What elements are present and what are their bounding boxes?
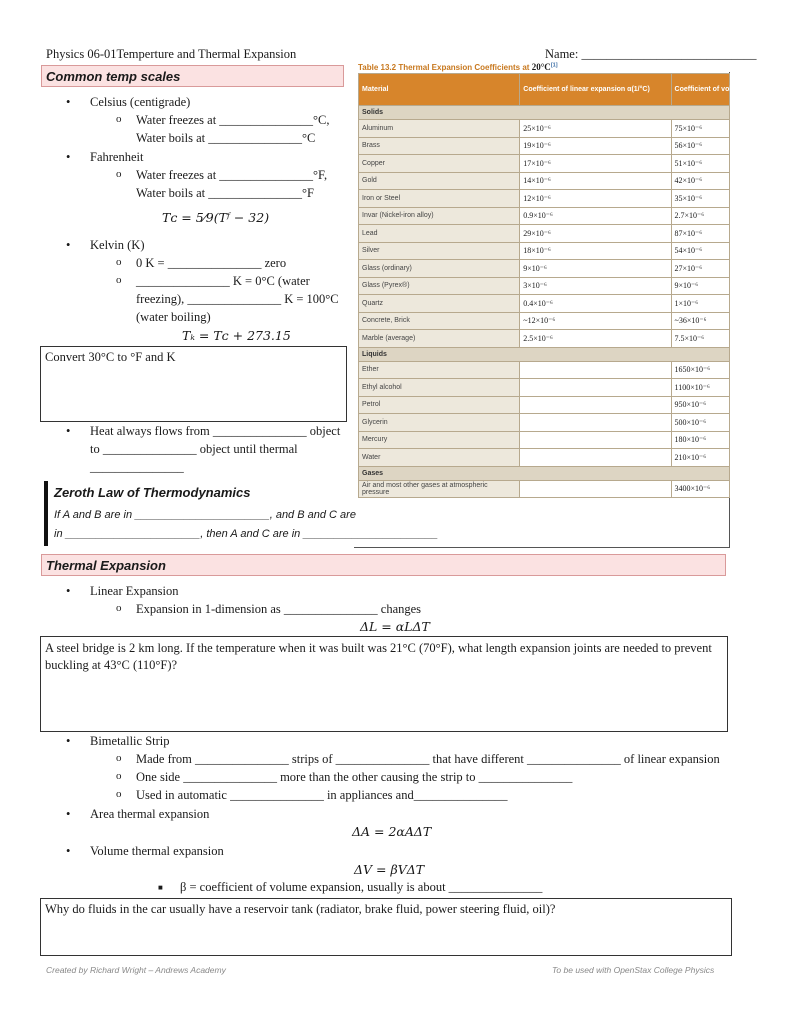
table-row [359, 361, 730, 379]
volume-coef-cell: 51×10⁻⁶ [671, 155, 729, 173]
fahr-freeze: o Water freezes at _______________°F, [136, 168, 327, 183]
bullet-fahrenheit: • Fahrenheit [90, 150, 143, 165]
table-row [359, 449, 730, 467]
header-volume: Coefficient of volume expansion β(1/°C) [671, 74, 729, 106]
material-cell: Glass (Pyrex®) [359, 277, 520, 295]
table-row [359, 330, 730, 348]
linear-coef-cell: 14×10⁻⁶ [520, 172, 671, 190]
group-liquids [359, 347, 730, 361]
group-gases [359, 466, 730, 480]
kelvin-water-2: freezing), _______________ K = 100°C [136, 292, 339, 306]
volume-coef-cell: 9×10⁻⁶ [671, 277, 729, 295]
table-row [359, 225, 730, 243]
table-row [359, 190, 730, 208]
volume-coef-cell: 7.5×10⁻⁶ [671, 330, 729, 348]
heat-flow-line-2: to _______________ object until thermal [90, 442, 298, 456]
material-cell: Petrol [359, 396, 520, 414]
zeroth-line-2: in ______________________, then A and C are in ______________________ [54, 528, 438, 540]
bullet-volume: • Volume thermal expansion [90, 844, 224, 859]
bullet-bimetallic: • Bimetallic Strip [90, 734, 170, 749]
linear-coef-cell [520, 431, 671, 449]
linear-coef-cell [520, 361, 671, 379]
kelvin-water-1: o _______________ K = 0°C (water [136, 274, 310, 289]
table-row [359, 207, 730, 225]
bimetal-line-1: o Made from _______________ strips of _______________ that have different _______________ of linear expansion [136, 752, 720, 767]
celsius-freeze: o Water freezes at _______________°C, [136, 113, 330, 128]
table-row [359, 260, 730, 278]
celsius-boil: Water boils at _______________°C [136, 131, 316, 145]
material-cell: Marble (average) [359, 330, 520, 348]
material-cell: Glass (ordinary) [359, 260, 520, 278]
linear-coef-cell: 0.9×10⁻⁶ [520, 207, 671, 225]
linear-coef-cell [520, 396, 671, 414]
material-cell: Air and most other gases at atmospheric pressure [359, 480, 520, 498]
volume-coef-cell: 3400×10⁻⁶ [671, 480, 729, 498]
linear-coef-cell: 29×10⁻⁶ [520, 225, 671, 243]
volume-coef-cell: 87×10⁻⁶ [671, 225, 729, 243]
volume-coef-cell: 180×10⁻⁶ [671, 431, 729, 449]
header-linear: Coefficient of linear expansion α(1/°C) [520, 74, 671, 106]
material-cell: Invar (Nickel-iron alloy) [359, 207, 520, 225]
equation-area: ΔA = 2αAΔT [352, 824, 432, 839]
linear-coef-cell [520, 414, 671, 432]
material-cell: Iron or Steel [359, 190, 520, 208]
volume-coef-cell: 1×10⁻⁶ [671, 295, 729, 313]
equation-celsius: Tᴄ = 5⁄9(Tᶠ − 32) [162, 210, 270, 225]
material-cell: Mercury [359, 431, 520, 449]
header-material: Material [359, 74, 520, 106]
table-row [359, 155, 730, 173]
linear-coef-cell [520, 449, 671, 467]
linear-coef-cell: 12×10⁻⁶ [520, 190, 671, 208]
table-title: Table 13.2 Thermal Expansion Coefficients at 20°C[1] [358, 62, 558, 72]
volume-coef-cell: 75×10⁻⁶ [671, 120, 729, 138]
zeroth-accent-bar [44, 481, 48, 546]
material-cell: Lead [359, 225, 520, 243]
footer-credit: Created by Richard Wright – Andrews Academy [46, 965, 226, 975]
table-row [359, 480, 730, 498]
table-row [359, 295, 730, 313]
linear-coef-cell: 17×10⁻⁶ [520, 155, 671, 173]
material-cell: Water [359, 449, 520, 467]
group-gases-label: Gases [359, 466, 730, 480]
bridge-question-box[interactable] [40, 636, 728, 732]
thermal-expansion-table [358, 73, 807, 498]
material-cell: Gold [359, 172, 520, 190]
heat-flow-line-1: • Heat always flows from _______________ object [90, 424, 340, 439]
fluids-question: Why do fluids in the car usually have a reservoir tank (radiator, brake fluid, power steering fluid, oil)? [45, 902, 556, 916]
volume-coef-cell: 1100×10⁻⁶ [671, 379, 729, 397]
volume-coef-cell: 210×10⁻⁶ [671, 449, 729, 467]
zeroth-heading: Zeroth Law of Thermodynamics [54, 485, 251, 500]
table-row [359, 312, 730, 330]
heat-flow-line-3: _______________ [90, 460, 184, 474]
linear-coef-cell: 9×10⁻⁶ [520, 260, 671, 278]
linear-coef-cell: 25×10⁻⁶ [520, 120, 671, 138]
bridge-question: A steel bridge is 2 km long. If the temperature when it was built was 21°C (70°F), what length expansion joints are needed to prevent buckling at 43°C (110°F)? [45, 641, 712, 672]
table-row [359, 414, 730, 432]
material-cell: Concrete, Brick [359, 312, 520, 330]
bimetal-line-3: o Used in automatic _______________ in appliances and_______________ [136, 788, 507, 803]
table-row [359, 431, 730, 449]
table-header-row [359, 74, 730, 106]
section-heading-temp-scales: Common temp scales [41, 65, 344, 87]
volume-coef-cell: 54×10⁻⁶ [671, 242, 729, 260]
zeroth-line-1: If A and B are in ______________________, and B and C are [54, 509, 356, 521]
bullet-celsius: • Celsius (centigrade) [90, 95, 190, 110]
table-row [359, 172, 730, 190]
page-title: Physics 06-01Temperture and Thermal Expansion [46, 47, 297, 61]
volume-coef-cell: 950×10⁻⁶ [671, 396, 729, 414]
table-row [359, 277, 730, 295]
equation-linear: ΔL = αLΔT [360, 619, 430, 634]
material-cell: Aluminum [359, 120, 520, 138]
convert-question: Convert 30°C to °F and K [45, 350, 176, 364]
name-field-label: Name: ____________________________ [545, 47, 757, 61]
group-solids-label: Solids [359, 106, 730, 120]
fahr-boil: Water boils at _______________°F [136, 186, 314, 200]
linear-coef-cell: ~12×10⁻⁶ [520, 312, 671, 330]
volume-coef-cell: 35×10⁻⁶ [671, 190, 729, 208]
material-cell: Glycerin [359, 414, 520, 432]
table-row [359, 396, 730, 414]
group-liquids-label: Liquids [359, 347, 730, 361]
table-row [359, 379, 730, 397]
bullet-area: • Area thermal expansion [90, 807, 209, 822]
section-heading-thermal-expansion: Thermal Expansion [41, 554, 726, 576]
beta-note: ■ β = coefficient of volume expansion, usually is about _______________ [158, 880, 543, 894]
volume-coef-cell: 1650×10⁻⁶ [671, 361, 729, 379]
table-row [359, 137, 730, 155]
material-cell: Quartz [359, 295, 520, 313]
table-row [359, 120, 730, 138]
material-cell: Ethyl alcohol [359, 379, 520, 397]
bullet-kelvin: • Kelvin (K) [90, 238, 145, 253]
linear-sub: o Expansion in 1-dimension as _______________ changes [136, 602, 421, 617]
material-cell: Ether [359, 361, 520, 379]
linear-coef-cell: 19×10⁻⁶ [520, 137, 671, 155]
linear-coef-cell: 18×10⁻⁶ [520, 242, 671, 260]
convert-question-box[interactable] [40, 346, 347, 422]
volume-coef-cell: 500×10⁻⁶ [671, 414, 729, 432]
kelvin-zero: o 0 K = _______________ zero [136, 256, 286, 271]
linear-coef-cell [520, 480, 671, 498]
bullet-linear: • Linear Expansion [90, 584, 179, 599]
kelvin-water-3: (water boiling) [136, 310, 211, 324]
material-cell: Silver [359, 242, 520, 260]
table-row [359, 242, 730, 260]
fluids-question-box[interactable] [40, 898, 732, 956]
volume-coef-cell: ~36×10⁻⁶ [671, 312, 729, 330]
equation-kelvin: Tₖ = Tᴄ + 273.15 [182, 328, 291, 343]
material-cell: Copper [359, 155, 520, 173]
volume-coef-cell: 42×10⁻⁶ [671, 172, 729, 190]
volume-coef-cell: 56×10⁻⁶ [671, 137, 729, 155]
footer-source: To be used with OpenStax College Physics [552, 965, 715, 975]
linear-coef-cell [520, 379, 671, 397]
equation-volume: ΔV = βVΔT [354, 862, 425, 877]
group-solids [359, 106, 730, 120]
linear-coef-cell: 0.4×10⁻⁶ [520, 295, 671, 313]
square-bullet-icon: ■ [158, 883, 163, 892]
volume-coef-cell: 2.7×10⁻⁶ [671, 207, 729, 225]
linear-coef-cell: 2.5×10⁻⁶ [520, 330, 671, 348]
material-cell: Brass [359, 137, 520, 155]
bimetal-line-2: o One side _______________ more than the other causing the strip to _______________ [136, 770, 572, 785]
volume-coef-cell: 27×10⁻⁶ [671, 260, 729, 278]
linear-coef-cell: 3×10⁻⁶ [520, 277, 671, 295]
